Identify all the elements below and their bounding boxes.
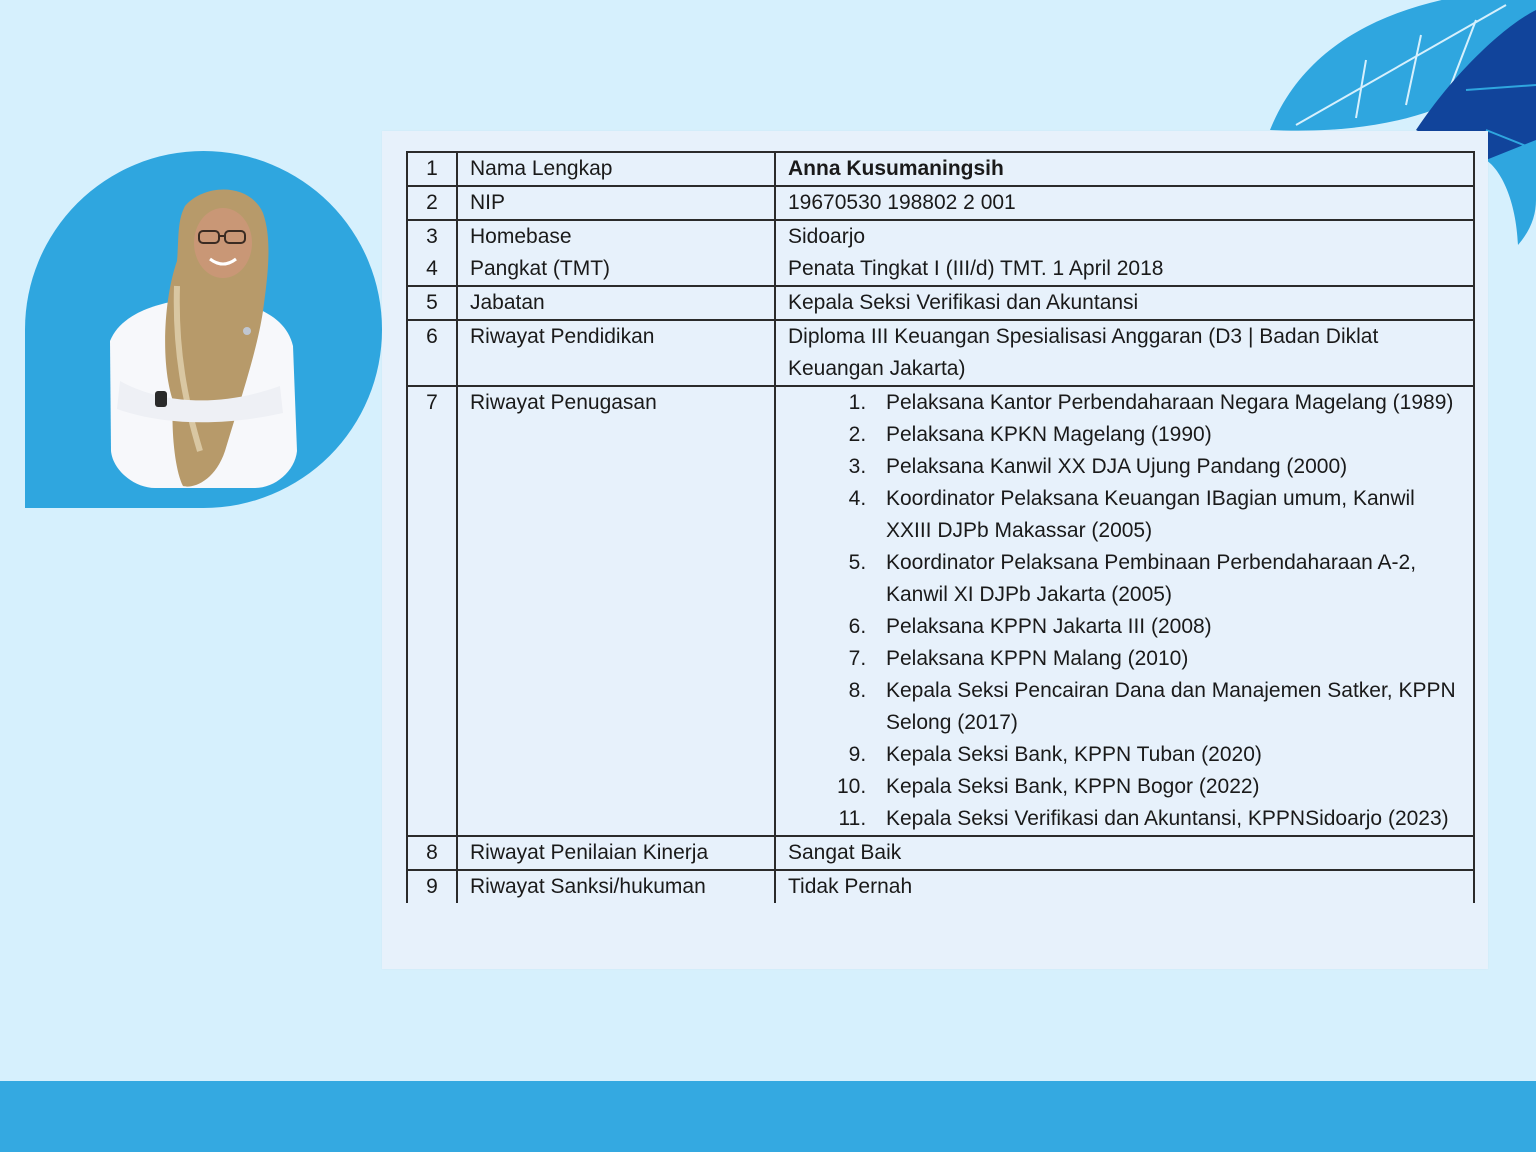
list-item: 7. Pelaksana KPPN Malang (2010) (872, 643, 1461, 675)
list-item: 3. Pelaksana Kanwil XX DJA Ujung Pandang (2000) (872, 451, 1461, 483)
rank-value: Penata Tingkat I (III/d) TMT. 1 April 2018 (775, 253, 1474, 286)
homebase-value: Sidoarjo (775, 220, 1474, 253)
assignment-list (788, 387, 1461, 835)
list-item: 10. Kepala Seksi Bank, KPPN Bogor (2022) (872, 771, 1461, 803)
row-label: Nama Lengkap (457, 152, 775, 186)
portrait-photo (25, 151, 382, 508)
assignment-history-cell (775, 386, 1474, 836)
row-number: 7 (407, 386, 457, 836)
table-row (407, 186, 1474, 220)
row-number: 1 (407, 152, 457, 186)
row-label: Pangkat (TMT) (457, 253, 775, 286)
table-row (407, 320, 1474, 386)
list-item: 1. Pelaksana Kantor Perbendaharaan Negara Magelang (1989) (872, 387, 1461, 419)
list-item: 2. Pelaksana KPKN Magelang (1990) (872, 419, 1461, 451)
nip-value: 19670530 198802 2 001 (775, 186, 1474, 220)
row-number: 9 (407, 870, 457, 903)
education-value: Diploma III Keuangan Spesialisasi Anggaran (D3 | Badan Diklat Keuangan Jakarta) (775, 320, 1474, 386)
bio-card (382, 131, 1488, 969)
row-number: 3 (407, 220, 457, 253)
list-item: 5. Koordinator Pelaksana Pembinaan Perbendaharaan A-2, Kanwil XI DJPb Jakarta (2005) (872, 547, 1461, 611)
list-item: 9. Kepala Seksi Bank, KPPN Tuban (2020) (872, 739, 1461, 771)
sanction-value: Tidak Pernah (775, 870, 1474, 903)
list-item: 6. Pelaksana KPPN Jakarta III (2008) (872, 611, 1461, 643)
table-row (407, 286, 1474, 320)
row-number: 2 (407, 186, 457, 220)
position-value: Kepala Seksi Verifikasi dan Akuntansi (775, 286, 1474, 320)
table-row (407, 870, 1474, 903)
bio-table (406, 151, 1475, 903)
table-row (407, 253, 1474, 286)
row-number: 6 (407, 320, 457, 386)
table-row (407, 220, 1474, 253)
row-label: Riwayat Penilaian Kinerja (457, 836, 775, 870)
full-name-value: Anna Kusumaningsih (775, 152, 1474, 186)
list-item: 4. Koordinator Pelaksana Keuangan IBagian umum, Kanwil XXIII DJPb Makassar (2005) (872, 483, 1461, 547)
table-row (407, 836, 1474, 870)
footer-band (0, 1081, 1536, 1152)
row-label: Riwayat Sanksi/hukuman (457, 870, 775, 903)
table-row (407, 386, 1474, 836)
list-item: 11. Kepala Seksi Verifikasi dan Akuntansi, KPPNSidoarjo (2023) (872, 803, 1461, 835)
row-label: Riwayat Penugasan (457, 386, 775, 836)
row-label: Riwayat Pendidikan (457, 320, 775, 386)
row-number: 4 (407, 253, 457, 286)
row-label: Homebase (457, 220, 775, 253)
performance-value: Sangat Baik (775, 836, 1474, 870)
row-number: 5 (407, 286, 457, 320)
table-row (407, 152, 1474, 186)
row-label: Jabatan (457, 286, 775, 320)
row-label: NIP (457, 186, 775, 220)
row-number: 8 (407, 836, 457, 870)
profile-photo-frame (25, 151, 382, 508)
list-item: 8. Kepala Seksi Pencairan Dana dan Manajemen Satker, KPPN Selong (2017) (872, 675, 1461, 739)
